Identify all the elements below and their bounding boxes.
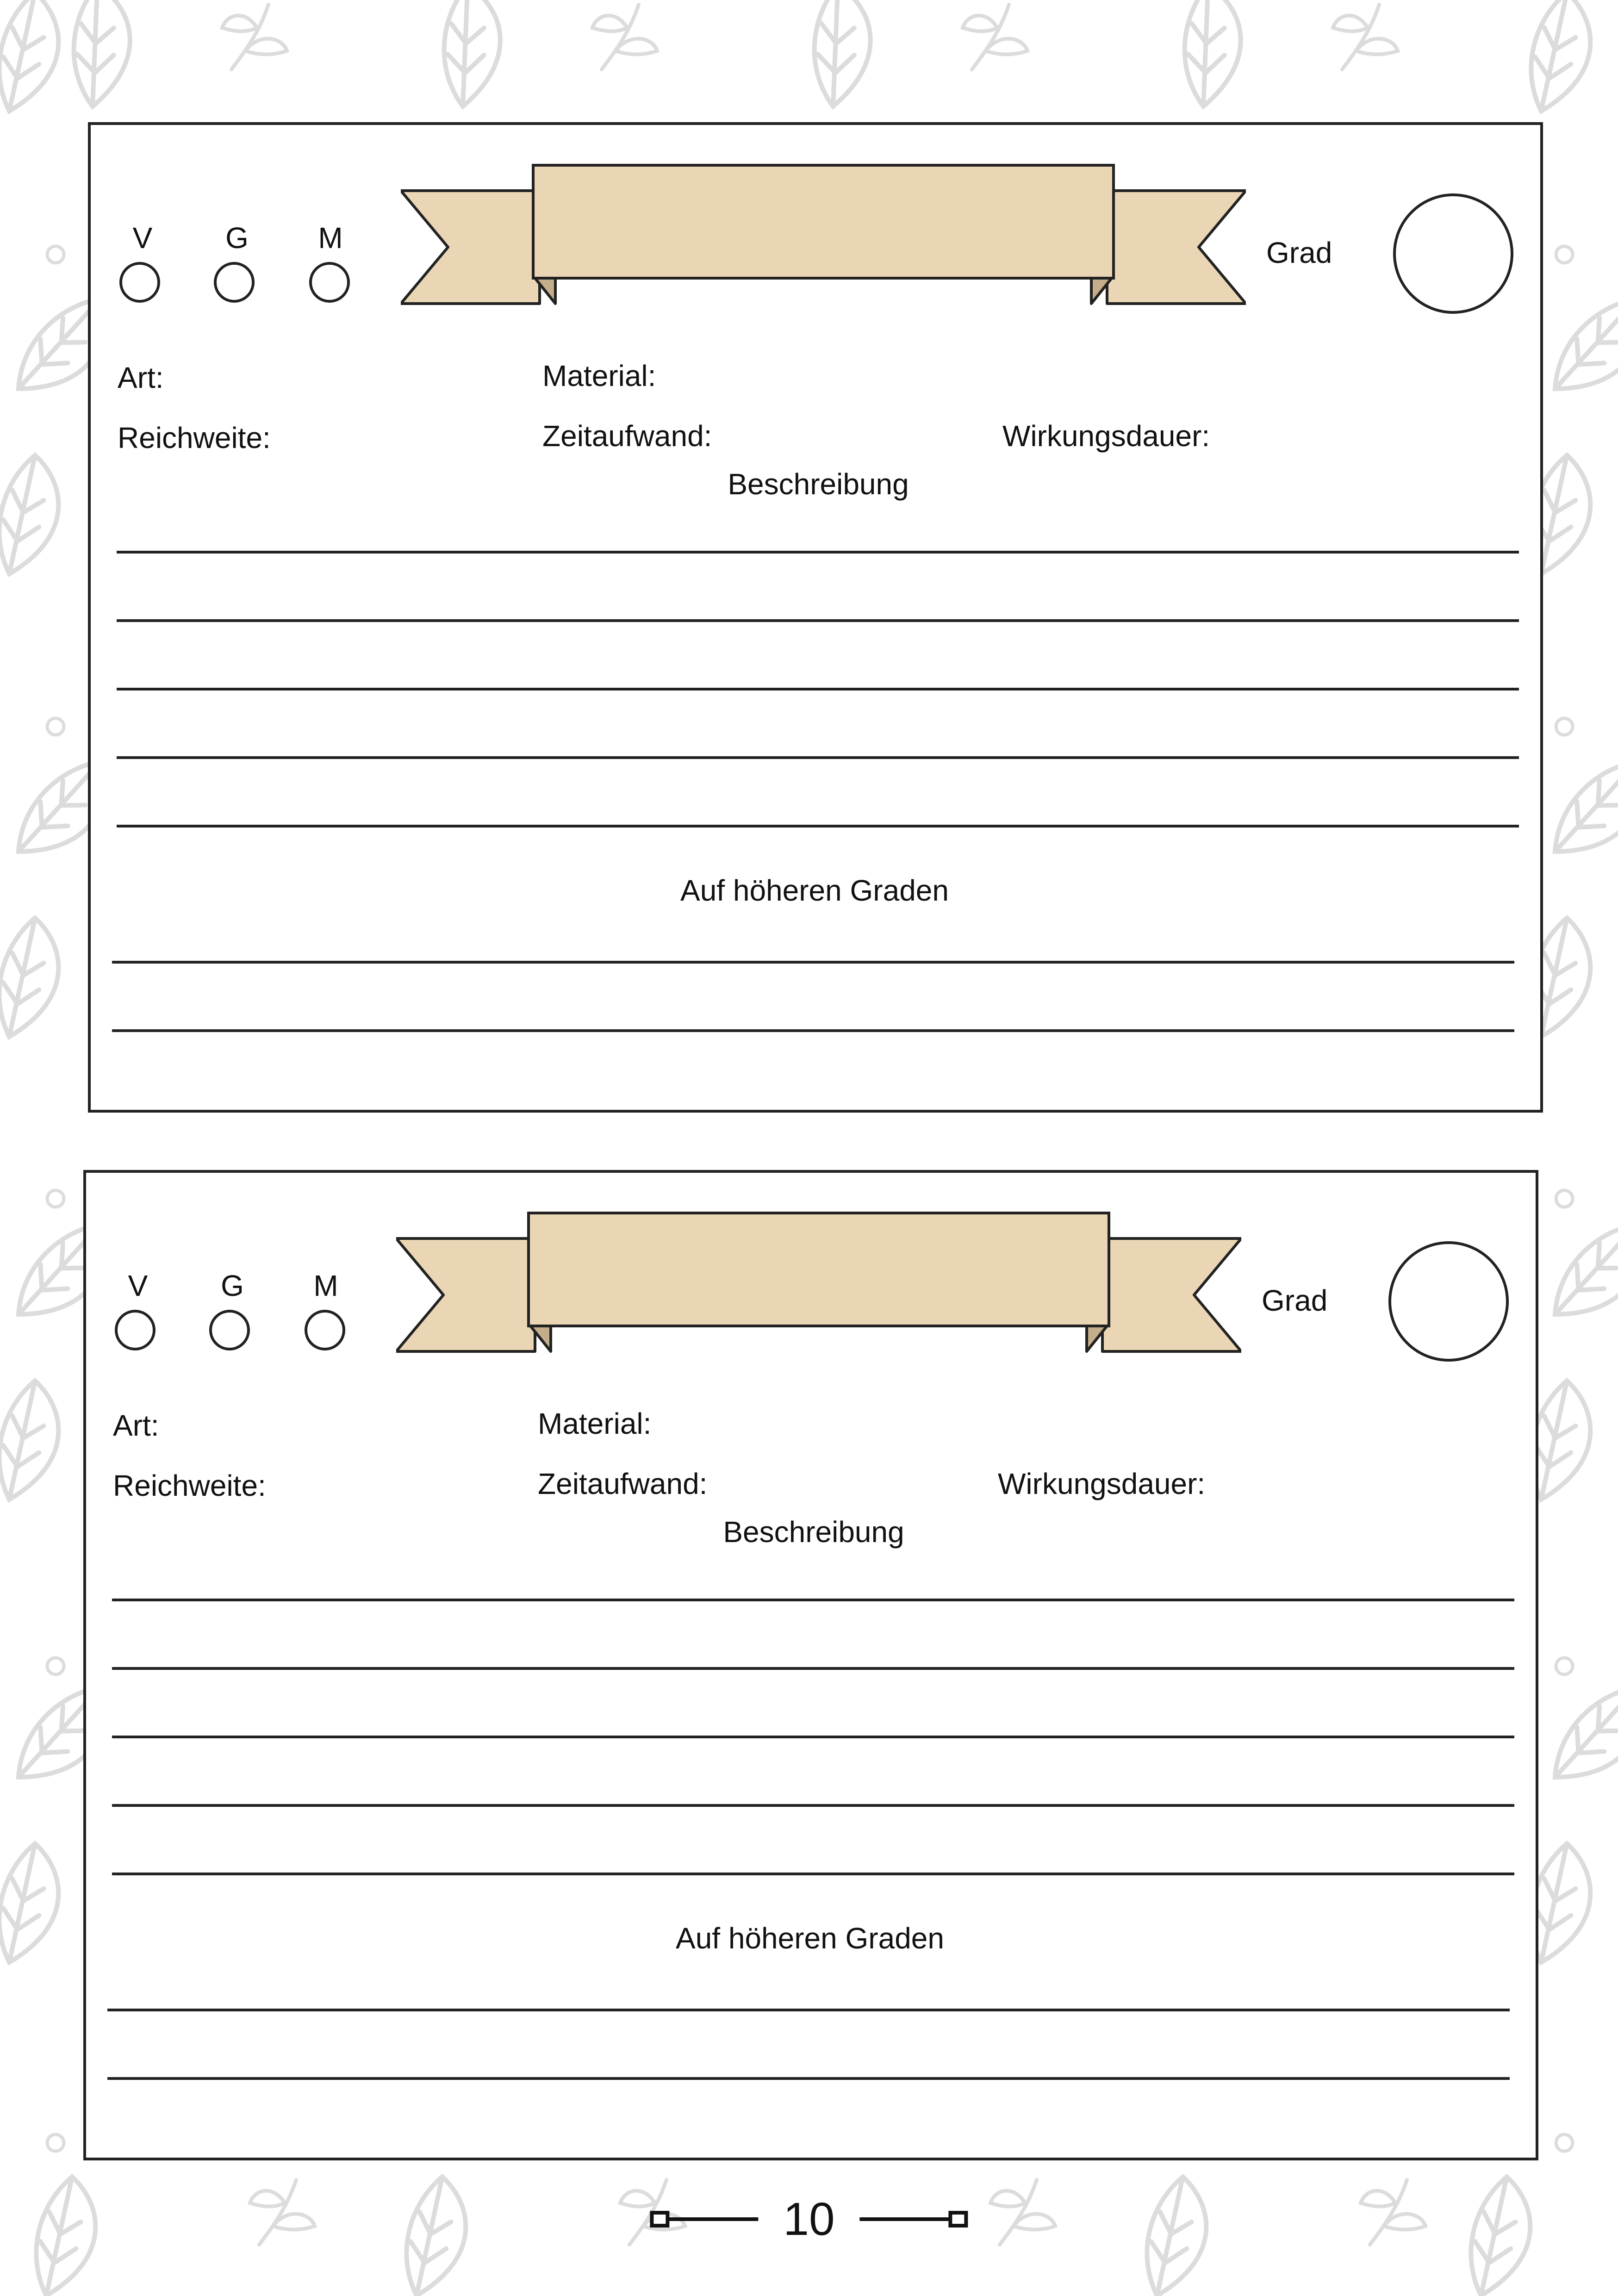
- page-number-text: 10: [783, 2193, 835, 2245]
- field-art: Art:: [118, 361, 164, 394]
- grade-label: Grad: [1266, 236, 1332, 269]
- field-wirkungsdauer: Wirkungsdauer:: [998, 1467, 1206, 1500]
- higher-levels-line[interactable]: [112, 1029, 1514, 1032]
- description-heading: Beschreibung: [728, 467, 909, 501]
- field-zeitaufwand: Zeitaufwand:: [542, 419, 712, 453]
- description-line[interactable]: [112, 1667, 1514, 1670]
- description-line[interactable]: [117, 688, 1519, 691]
- spell-card-2: [83, 1170, 1538, 2160]
- description-line[interactable]: [112, 1736, 1514, 1738]
- component-checkbox-v[interactable]: [115, 1310, 156, 1350]
- description-line[interactable]: [117, 551, 1519, 554]
- description-line[interactable]: [112, 1804, 1514, 1807]
- grade-circle[interactable]: [1388, 1241, 1509, 1362]
- field-zeitaufwand: Zeitaufwand:: [538, 1467, 708, 1500]
- field-wirkungsdauer: Wirkungsdauer:: [1002, 419, 1210, 453]
- component-checkbox-g[interactable]: [209, 1310, 250, 1350]
- description-heading: Beschreibung: [723, 1515, 904, 1549]
- component-label-v: V: [132, 221, 153, 255]
- higher-levels-heading: Auf höheren Graden: [676, 1922, 944, 1955]
- page-number-ornament-left-icon: [649, 2210, 760, 2228]
- component-label-m: M: [318, 221, 343, 255]
- field-material: Material:: [542, 359, 656, 392]
- description-line[interactable]: [117, 756, 1519, 759]
- page-number-ornament-right-icon: [858, 2210, 969, 2228]
- description-line[interactable]: [117, 619, 1519, 622]
- description-line[interactable]: [112, 1873, 1514, 1875]
- component-checkbox-g[interactable]: [214, 262, 255, 303]
- higher-levels-line[interactable]: [107, 2077, 1510, 2080]
- field-reichweite: Reichweite:: [113, 1469, 266, 1502]
- higher-levels-heading: Auf höheren Graden: [680, 874, 949, 907]
- higher-levels-line[interactable]: [112, 961, 1514, 964]
- grade-label: Grad: [1262, 1284, 1328, 1317]
- component-checkbox-m[interactable]: [305, 1310, 345, 1350]
- field-art: Art:: [113, 1409, 159, 1442]
- grade-circle[interactable]: [1393, 193, 1513, 314]
- field-reichweite: Reichweite:: [118, 421, 271, 454]
- spell-name-ribbon[interactable]: [401, 164, 1246, 312]
- description-line[interactable]: [112, 1599, 1514, 1601]
- higher-levels-line[interactable]: [107, 2009, 1510, 2011]
- spell-card-1: [88, 122, 1543, 1113]
- component-label-m: M: [313, 1269, 338, 1302]
- component-label-g: G: [221, 1269, 244, 1302]
- page-number: [649, 2193, 969, 2245]
- description-line[interactable]: [117, 825, 1519, 828]
- spell-name-ribbon[interactable]: [396, 1212, 1241, 1360]
- field-material: Material:: [538, 1407, 652, 1440]
- component-checkbox-m[interactable]: [309, 262, 350, 303]
- component-label-g: G: [225, 221, 249, 255]
- component-checkbox-v[interactable]: [119, 262, 160, 303]
- component-label-v: V: [128, 1269, 148, 1302]
